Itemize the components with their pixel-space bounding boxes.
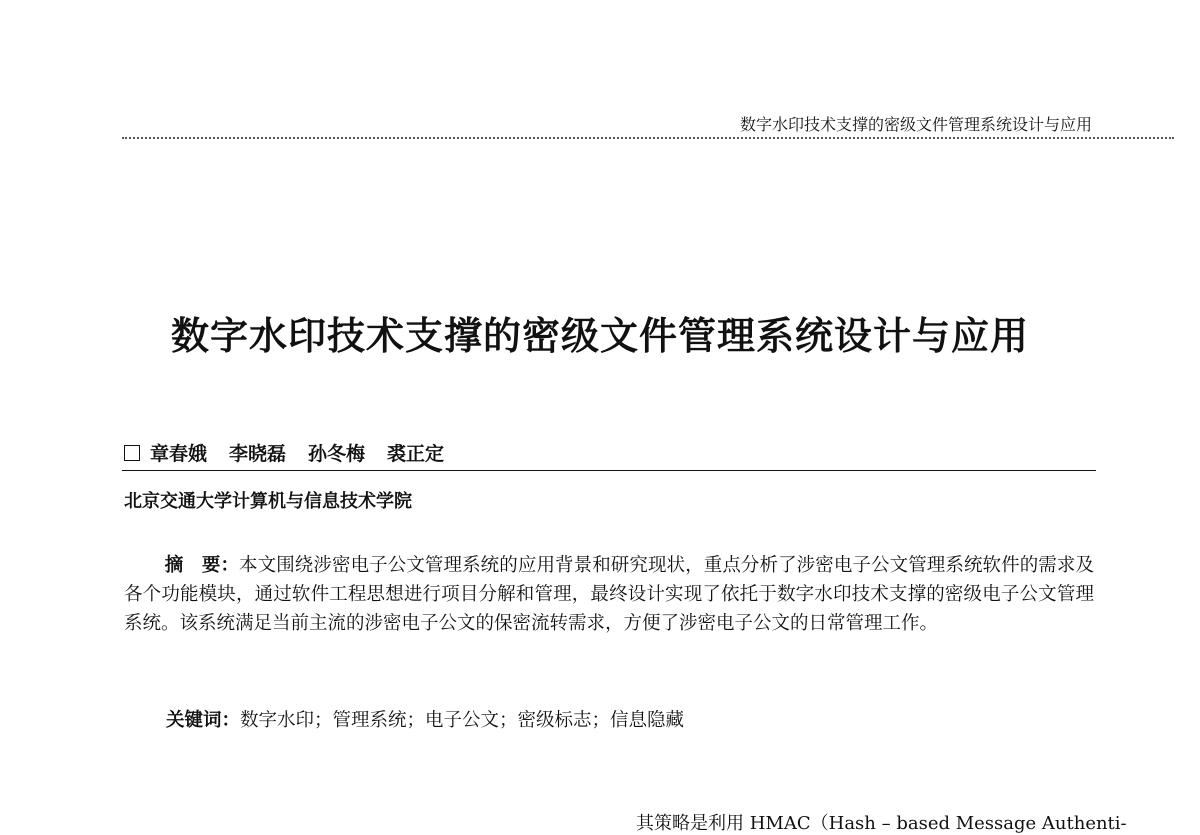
author-name: 章春娥 bbox=[150, 443, 208, 465]
body-text-fragment: 其策略是利用 HMAC（Hash – based Message Authenti- bbox=[636, 813, 1127, 834]
keywords-line bbox=[166, 706, 684, 732]
header-rule bbox=[122, 137, 1174, 139]
paper-title: 数字水印技术支撑的密级文件管理系统设计与应用 bbox=[170, 313, 1029, 358]
author-name: 裘正定 bbox=[387, 443, 445, 465]
keywords-text: 数字水印；管理系统；电子公文；密级标志；信息隐藏 bbox=[240, 710, 685, 731]
affiliation: 北京交通大学计算机与信息技术学院 bbox=[124, 491, 412, 512]
keywords-label: 关键词： bbox=[166, 710, 241, 731]
abstract-paragraph bbox=[124, 551, 1094, 638]
author-name: 孙冬梅 bbox=[308, 443, 366, 465]
box-bullet-icon bbox=[124, 445, 140, 461]
running-head: 数字水印技术支撑的密级文件管理系统设计与应用 bbox=[739, 115, 1092, 134]
author-name: 李晓磊 bbox=[229, 443, 287, 465]
abstract-text: 本文围绕涉密电子公文管理系统的应用背景和研究现状，重点分析了涉密电子公文管理系统软件的需求及各个功能模块，通过软件工程思想进行项目分解和管理，最终设计实现了依托于数字水印技术支撑的密级电子公文管理系统。该系统满足当前主流的涉密电子公文的保密流转需求，方便了涉密电子公文的日常管理工作。 bbox=[124, 555, 1094, 634]
author-rule bbox=[122, 470, 1096, 471]
author-line bbox=[124, 439, 466, 466]
abstract-label: 摘 要： bbox=[164, 555, 240, 576]
